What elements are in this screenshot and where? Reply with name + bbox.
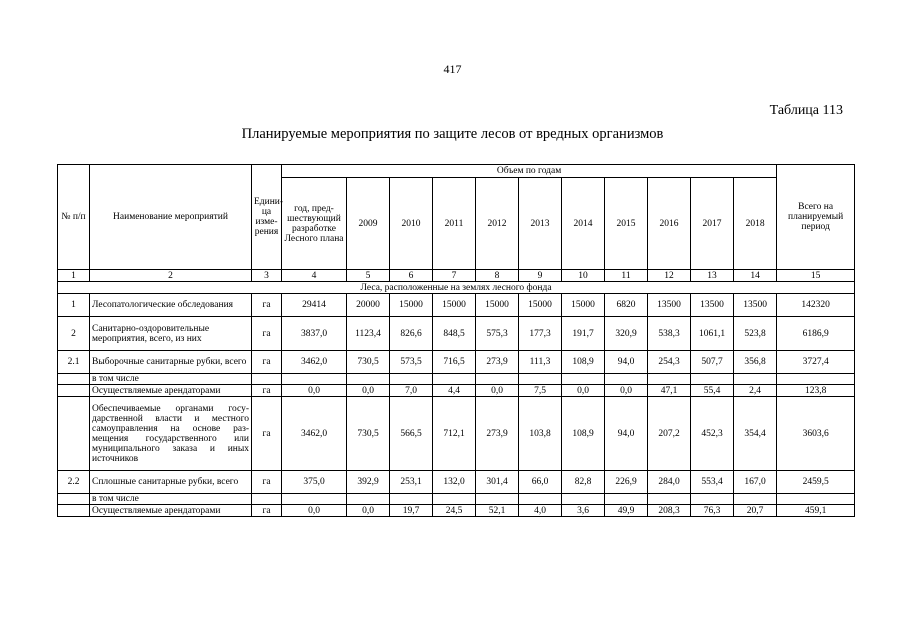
row-year-value [734,494,777,505]
row-year-value [648,494,691,505]
row-total: 3727,4 [777,351,855,374]
header-year: 2009 [347,178,390,270]
row-year-value: 320,9 [605,317,648,351]
row-year-value: 392,9 [347,471,390,494]
row-year-value: 103,8 [519,397,562,471]
row-year-value: 226,9 [605,471,648,494]
row-year-value: 523,8 [734,317,777,351]
row-year-value [347,374,390,385]
row-unit: га [252,397,282,471]
document-title: Планируемые мероприятия по защите лесов от вредных организмов [241,126,664,142]
row-name: Сплошные санитарные рубки, всего [90,471,252,494]
row-year-value: 13500 [734,294,777,317]
table-row [58,385,855,397]
row-year-value: 207,2 [648,397,691,471]
row-year-value [390,494,433,505]
row-total: 459,1 [777,505,855,517]
row-year-value: 4,4 [433,385,476,397]
table-row [58,351,855,374]
row-year-value: 94,0 [605,397,648,471]
column-number: 10 [562,270,605,282]
column-number: 8 [476,270,519,282]
row-unit [252,494,282,505]
header-base-year: год, предшествующий разработке Лесного плана [282,178,347,270]
page-number: 417 [443,62,462,76]
row-base-value: 0,0 [282,385,347,397]
header-year: 2017 [691,178,734,270]
column-number: 15 [777,270,855,282]
column-number: 7 [433,270,476,282]
column-number: 9 [519,270,562,282]
row-year-value: 273,9 [476,397,519,471]
row-num: 2 [58,317,90,351]
row-year-value [562,494,605,505]
header-year: 2012 [476,178,519,270]
row-name: Обеспечиваемые органами государственной власти и местного самоуправления на основе размещения государственного или муниципального заказа и иных источников [90,397,252,471]
row-year-value: 0,0 [605,385,648,397]
row-year-value: 573,5 [390,351,433,374]
row-year-value: 15000 [390,294,433,317]
header-num: № п/п [58,165,90,270]
row-unit: га [252,505,282,517]
row-num [58,374,90,385]
row-base-value: 29414 [282,294,347,317]
row-base-value: 0,0 [282,505,347,517]
row-total: 3603,6 [777,397,855,471]
row-year-value: 66,0 [519,471,562,494]
table-row [58,317,855,351]
row-year-value: 507,7 [691,351,734,374]
column-number: 14 [734,270,777,282]
header-year: 2013 [519,178,562,270]
row-base-value: 3837,0 [282,317,347,351]
row-year-value: 253,1 [390,471,433,494]
row-name: Осуществляемые арендаторами [90,505,252,517]
row-year-value: 0,0 [347,385,390,397]
row-year-value: 1061,1 [691,317,734,351]
row-year-value: 730,5 [347,397,390,471]
row-total: 142320 [777,294,855,317]
row-name: Санитарно-оздоровительные мероприятия, всего, из них [90,317,252,351]
row-base-value: 3462,0 [282,397,347,471]
row-year-value: 167,0 [734,471,777,494]
row-num [58,494,90,505]
column-number: 13 [691,270,734,282]
section-title: Леса, расположенные на землях лесного фонда [58,282,855,294]
row-base-value: 3462,0 [282,351,347,374]
row-year-value: 712,1 [433,397,476,471]
row-year-value: 566,5 [390,397,433,471]
measures-table [57,164,855,517]
row-year-value: 3,6 [562,505,605,517]
row-year-value [562,374,605,385]
row-year-value [433,374,476,385]
row-total: 6186,9 [777,317,855,351]
row-year-value: 52,1 [476,505,519,517]
table-row [58,494,855,505]
row-year-value: 47,1 [648,385,691,397]
row-name: в том числе [90,494,252,505]
row-year-value [605,494,648,505]
column-number: 12 [648,270,691,282]
row-year-value: 356,8 [734,351,777,374]
table-row [58,397,855,471]
row-num [58,397,90,471]
row-year-value: 20,7 [734,505,777,517]
row-base-value [282,494,347,505]
row-year-value: 553,4 [691,471,734,494]
row-year-value [476,494,519,505]
header-year: 2010 [390,178,433,270]
row-year-value [347,494,390,505]
row-year-value: 848,5 [433,317,476,351]
row-year-value: 538,3 [648,317,691,351]
column-number: 3 [252,270,282,282]
row-year-value: 15000 [433,294,476,317]
row-total: 123,8 [777,385,855,397]
row-num: 2.2 [58,471,90,494]
header-year: 2011 [433,178,476,270]
row-unit: га [252,351,282,374]
row-year-value [519,374,562,385]
header-year: 2016 [648,178,691,270]
row-year-value: 191,7 [562,317,605,351]
row-year-value: 111,3 [519,351,562,374]
row-year-value: 452,3 [691,397,734,471]
column-number: 4 [282,270,347,282]
row-year-value: 108,9 [562,351,605,374]
header-years-group: Объем по годам [282,165,777,178]
row-year-value: 55,4 [691,385,734,397]
row-year-value: 1123,4 [347,317,390,351]
row-year-value: 0,0 [476,385,519,397]
header-year: 2018 [734,178,777,270]
row-base-value [282,374,347,385]
header-year: 2015 [605,178,648,270]
row-unit: га [252,471,282,494]
row-year-value: 730,5 [347,351,390,374]
row-year-value: 273,9 [476,351,519,374]
row-num: 1 [58,294,90,317]
row-num: 2.1 [58,351,90,374]
row-year-value: 575,3 [476,317,519,351]
table-row [58,471,855,494]
row-name: Лесопатологические обследования [90,294,252,317]
column-number: 1 [58,270,90,282]
row-total [777,374,855,385]
row-num [58,505,90,517]
row-year-value: 13500 [691,294,734,317]
row-year-value: 7,0 [390,385,433,397]
row-year-value: 0,0 [347,505,390,517]
header-name: Наименование мероприятий [90,165,252,270]
row-unit: га [252,385,282,397]
row-year-value [390,374,433,385]
column-number: 6 [390,270,433,282]
row-year-value: 4,0 [519,505,562,517]
row-year-value: 826,6 [390,317,433,351]
row-unit [252,374,282,385]
table-row [58,374,855,385]
row-year-value [519,494,562,505]
row-year-value: 13500 [648,294,691,317]
row-year-value [433,494,476,505]
row-year-value: 19,7 [390,505,433,517]
row-year-value: 76,3 [691,505,734,517]
row-year-value: 15000 [562,294,605,317]
row-unit: га [252,317,282,351]
row-year-value: 108,9 [562,397,605,471]
row-year-value: 208,3 [648,505,691,517]
row-year-value [605,374,648,385]
table-row [58,294,855,317]
row-name: в том числе [90,374,252,385]
row-year-value [691,374,734,385]
row-year-value [691,494,734,505]
row-year-value: 284,0 [648,471,691,494]
row-year-value: 94,0 [605,351,648,374]
row-base-value: 375,0 [282,471,347,494]
row-year-value: 716,5 [433,351,476,374]
row-year-value: 132,0 [433,471,476,494]
row-year-value: 49,9 [605,505,648,517]
row-year-value: 15000 [476,294,519,317]
row-year-value [648,374,691,385]
column-number: 11 [605,270,648,282]
row-year-value: 7,5 [519,385,562,397]
row-year-value [734,374,777,385]
row-num [58,385,90,397]
header-unit: Единица измерения [252,165,282,270]
row-name: Выборочные санитарные рубки, всего [90,351,252,374]
row-name: Осуществляемые арендаторами [90,385,252,397]
row-year-value [476,374,519,385]
row-unit: га [252,294,282,317]
table-row [58,505,855,517]
row-total [777,494,855,505]
row-year-value: 2,4 [734,385,777,397]
row-total: 2459,5 [777,471,855,494]
column-number: 5 [347,270,390,282]
row-year-value: 82,8 [562,471,605,494]
row-year-value: 20000 [347,294,390,317]
header-year: 2014 [562,178,605,270]
row-year-value: 15000 [519,294,562,317]
table-label: Таблица 113 [769,103,843,118]
row-year-value: 301,4 [476,471,519,494]
row-year-value: 0,0 [562,385,605,397]
column-number: 2 [90,270,252,282]
row-year-value: 24,5 [433,505,476,517]
row-year-value: 177,3 [519,317,562,351]
row-year-value: 354,4 [734,397,777,471]
row-year-value: 6820 [605,294,648,317]
row-year-value: 254,3 [648,351,691,374]
header-total: Всего на планируемый период [777,165,855,270]
